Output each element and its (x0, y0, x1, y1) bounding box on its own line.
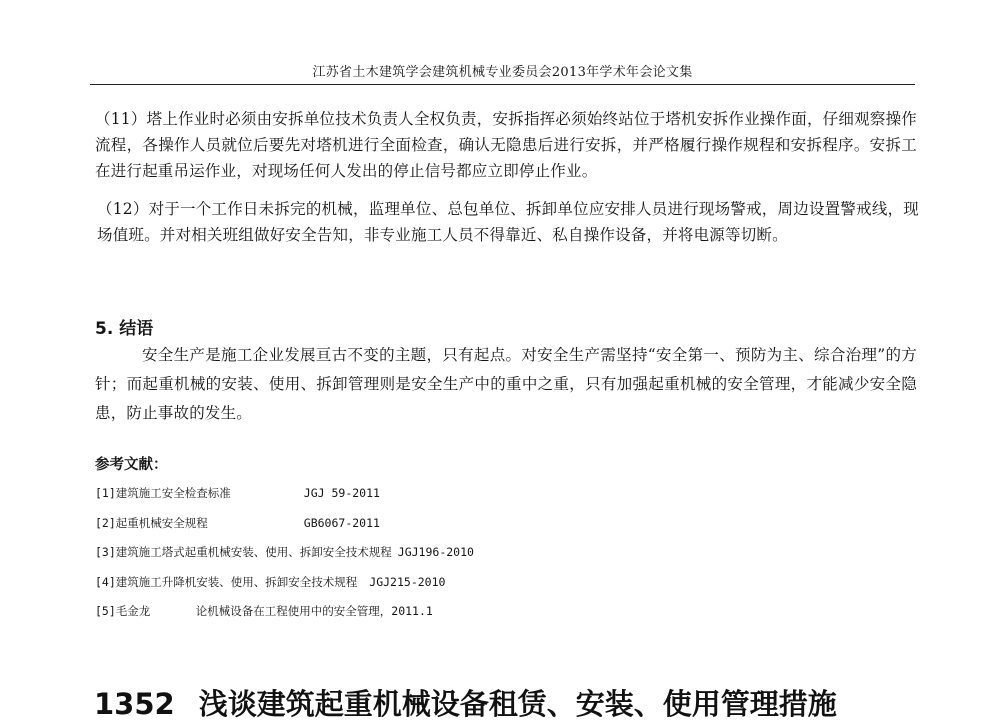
reference-number: [5] (95, 604, 116, 618)
reference-title: 建筑施工升降机安装、使用、拆卸安全技术规程 (115, 574, 358, 589)
reference-title: 建筑施工安全检查标准 (115, 486, 231, 500)
reference-item (95, 602, 474, 632)
reference-item (95, 543, 474, 573)
article-title: 浅谈建筑起重机械设备租赁、安装、使用管理措施 (198, 687, 837, 721)
reference-code: JGJ196-2010 (397, 545, 474, 559)
reference-code: JGJ 59-2011 (303, 486, 380, 500)
next-article-title (94, 682, 837, 723)
reference-title: 起重机械安全规程 (115, 515, 208, 530)
reference-number: [2] (95, 515, 116, 530)
header-rule (90, 84, 915, 85)
paragraph-11: （11）塔上作业时必须由安拆单位技术负责人全权负责，安拆指挥必须始终站位于塔机安拆作业操作面，仔细观察操作流程，各操作人员就位后要先对塔机进行全面检查，确认无隐患后进行安拆，并严格履行操作规程和安拆程序。安拆工在进行起重吊运作业，对现场任何人发出的停止信号都应立即停止作业。 (95, 110, 917, 180)
reference-item (95, 514, 474, 544)
article-number: 1352 (94, 687, 175, 721)
paragraph-12: （12）对于一个工作日未拆完的机械，监理单位、总包单位、拆卸单位应安排人员进行现场警戒，周边设置警戒线，现场值班。并对相关班组做好安全告知，非专业施工人员不得靠近、私自操作设备，并将电源等切断。 (97, 200, 919, 244)
reference-code: 论机械设备在工程使用中的安全管理，2011.1 (195, 604, 433, 618)
reference-item (95, 484, 474, 514)
conclusion-paragraph: 安全生产是施工企业发展亘古不变的主题，只有起点。对安全生产需坚持“安全第一、预防为主、综合治理”的方针；而起重机械的安装、使用、拆卸管理则是安全生产中的重中之重，只有加强起重机械的安全管理，才能减少安全隐患，防止事故的发生。 (95, 346, 917, 422)
reference-code: GB6067-2011 (303, 515, 380, 530)
reference-item (95, 573, 474, 603)
conclusion-heading: 5. 结语 (95, 319, 154, 339)
reference-number: [4] (95, 574, 116, 589)
reference-number: [1] (95, 486, 116, 500)
reference-code: JGJ215-2010 (369, 574, 446, 589)
reference-list (95, 484, 474, 632)
running-header: 江苏省土木建筑学会建筑机械专业委员会2013年学术年会论文集 (312, 65, 693, 80)
references-heading: 参考文献： (95, 456, 168, 473)
reference-title: 毛金龙 (115, 604, 151, 618)
reference-number: [3] (95, 545, 116, 559)
reference-title: 建筑施工塔式起重机械安装、使用、拆卸安全技术规程 (115, 545, 392, 559)
